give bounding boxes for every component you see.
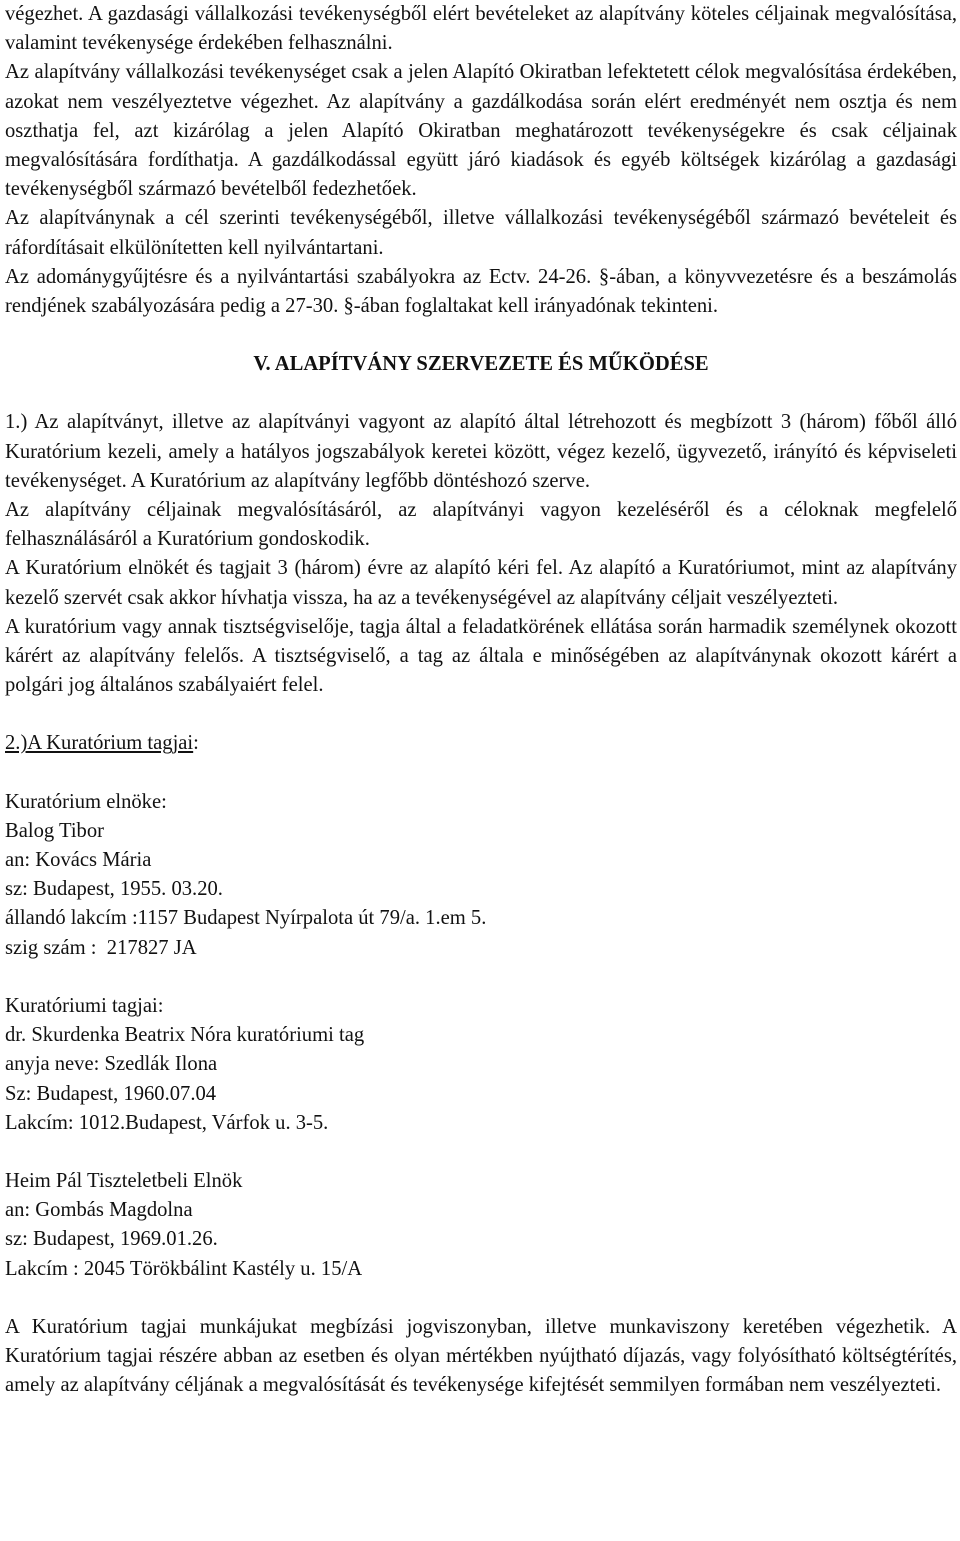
members-label: Kuratóriumi tagjai: (5, 994, 164, 1017)
intro-paragraph-4: Az adománygyűjtésre és a nyilvántartási szabályokra az Ectv. 24-26. §-ában, a könyvvezetésre és a beszámolás rendjének szabályozására pedig a 27-30. §-ában foglaltakat kell irányadónak tekinteni. (5, 265, 957, 318)
members-heading-colon: : (193, 732, 199, 755)
chair-address: állandó lakcím :1157 Budapest Nyírpalota út 79/a. 1.em 5. (5, 907, 487, 930)
member1-name: dr. Skurdenka Beatrix Nóra kuratóriumi tag (5, 1024, 365, 1047)
member1-mother: anyja neve: Szedlák Ilona (5, 1053, 218, 1076)
member2-mother: an: Gombás Magdolna (5, 1199, 193, 1222)
member1-address: Lakcím: 1012.Budapest, Várfok u. 3-5. (5, 1111, 329, 1134)
member2-address: Lakcím : 2045 Törökbálint Kastély u. 15/A (5, 1257, 363, 1280)
member2-name: Heim Pál Tiszteletbeli Elnök (5, 1169, 243, 1192)
members-heading-line (5, 729, 957, 758)
section-paragraph-2: Az alapítvány céljainak megvalósításáról, az alapítványi vagyon kezeléséről és a céloknak megfelelő felhasználásáról a Kuratórium gondoskodik. (5, 499, 957, 551)
intro-paragraph-3: Az alapítványnak a cél szerinti tevékenységéből, illetve vállalkozási tevékenységéből származó bevételeit és ráfordításait elkülönítetten kell nyilvántartani. (5, 207, 957, 259)
chair-id: szig szám : 217827 JA (5, 936, 197, 959)
section-paragraph-1: 1.) Az alapítványt, illetve az alapítványi vagyont az alapító által létrehozott és megbízott 3 (három) főből álló Kuratórium kezeli, amely a hatályos jogszabályok keretei között, végez kezelő, ügyvezető, irányító és képviseleti tevékenységet. A Kuratórium az alapítvány legfőbb döntéshozó szerve. (5, 411, 957, 492)
member1-birth: Sz: Budapest, 1960.07.04 (5, 1082, 217, 1105)
chair-heading: Kuratórium elnöke: (5, 790, 167, 813)
members-heading: 2.)A Kuratórium tagjai (5, 732, 194, 755)
intro-paragraph-2: Az alapítvány vállalkozási tevékenységet csak a jelen Alapító Okiratban lefektetett célok megvalósítása érdekében, azokat nem veszélyeztetve végezhet. Az alapítvány a gazdálkodása során elért eredményét nem osztja és nem oszthatja fel, azt kizárólag a jelen Alapító Okiratban meghatározott tevékenységekre és csak céljainak megvalósítására fordíthatja. A gazdálkodással együtt járó kiadások és egyéb költségek kizárólag a gazdasági tevékenységből származó bevételből fedezhetőek. (5, 61, 957, 201)
closing-paragraph: A Kuratórium tagjai munkájukat megbízási jogviszonyban, illetve munkaviszony keretében végezhetik. A Kuratórium tagjai részére abban az esetben és olyan mértékben nyújtható díjazás, vagy folyósítható költségtérítés, amely az alapítvány céljának a megvalósítását és tevékenysége kifejtését semmilyen formában nem veszélyezteti. (5, 1315, 957, 1397)
document-page (5, 0, 957, 1400)
chair-mother: an: Kovács Mária (5, 849, 152, 872)
section-title: V. ALAPÍTVÁNY SZERVEZETE ÉS MŰKÖDÉSE (253, 353, 709, 376)
section-paragraph-4: A kuratórium vagy annak tisztségviselője, tagja által a feladatkörének ellátása során harmadik személynek okozott kárért az alapítvány felelős. A tisztségviselő, a tag az általa e minőségében az alapítványnak okozott kárért a polgári jog általános szabályaiért felel. (5, 615, 957, 697)
chair-name: Balog Tibor (5, 819, 104, 842)
chair-birth: sz: Budapest, 1955. 03.20. (5, 878, 223, 901)
member2-birth: sz: Budapest, 1969.01.26. (5, 1228, 218, 1251)
section-paragraph-3: A Kuratórium elnökét és tagjait 3 (három) évre az alapító kéri fel. Az alapító a Kuratóriumot, mint az alapítvány kezelő szervét csak akkor hívhatja vissza, ha az a tevékenységével az alapítvány céljait veszélyezteti. (5, 557, 957, 609)
intro-paragraph-1: végezhet. A gazdasági vállalkozási tevékenységből elért bevételeket az alapítvány köteles céljainak megvalósítása, valamint tevékenysége érdekében felhasználni. (5, 3, 957, 55)
